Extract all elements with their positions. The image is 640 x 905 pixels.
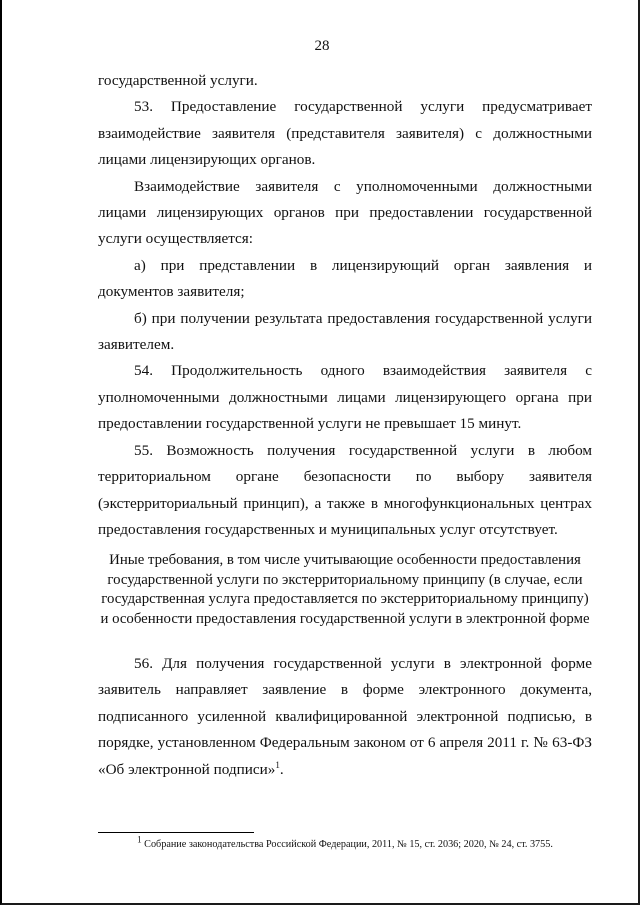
footnote-reference: 1 <box>275 759 280 770</box>
paragraph-54: 54. Продолжительность одного взаимодействия заявителя с уполномоченными должностными лицами лицензирующего органа при предоставлении государственной услуги не превышает 15 минут. <box>98 362 592 433</box>
footnote <box>98 834 592 852</box>
footnote-separator <box>98 832 254 833</box>
footnote-marker: 1 <box>137 834 142 845</box>
paragraph-56-block <box>98 651 592 783</box>
paragraph-56-text: 56. Для получения государственной услуги в электронной форме заявитель направляет заявление в форме электронного документа, подписанного усиленной квалифицированной электронной подписью, в порядке, установленном Федеральным законом от 6 апреля 2011 г. № 63-ФЗ «Об электронной подписи» <box>98 655 592 778</box>
paragraph-53: 53. Предоставление государственной услуги предусматривает взаимодействие заявителя (представителя заявителя) с должностными лицами лицензирующих органов. <box>98 98 592 169</box>
document-body <box>98 68 592 543</box>
paragraph-55: 55. Возможность получения государственной услуги в любом территориальном органе безопасности по выбору заявителя (экстерриториальный принцип), а также в многофункциональных центрах предоставления государственных и муниципальных услуг отсутствует. <box>98 441 592 538</box>
paragraph-56-end: . <box>279 760 284 778</box>
paragraph-continuation: государственной услуги. <box>98 72 258 89</box>
list-item-a: а) при представлении в лицензирующий орган заявления и документов заявителя; <box>98 256 592 301</box>
footnote-text: Собрание законодательства Российской Федерации, 2011, № 15, ст. 2036; 2020, № 24, ст. 3755. <box>144 839 553 850</box>
section-heading: Иные требования, в том числе учитывающие особенности предоставления государственной услуги по экстерриториальному принципу (в случае, если государственная услуга предоставляется по экстерриториальному принципу) и особенности предоставления государственной услуги в электронной форме <box>100 552 590 627</box>
list-item-b: б) при получении результата предоставления государственной услуги заявителем. <box>98 309 592 354</box>
page-number: 28 <box>314 38 330 54</box>
paragraph-56 <box>98 651 592 783</box>
paragraph-interaction: Взаимодействие заявителя с уполномоченными должностными лицами лицензирующих органов при предоставлении государственной услуги осуществляется: <box>98 177 592 248</box>
